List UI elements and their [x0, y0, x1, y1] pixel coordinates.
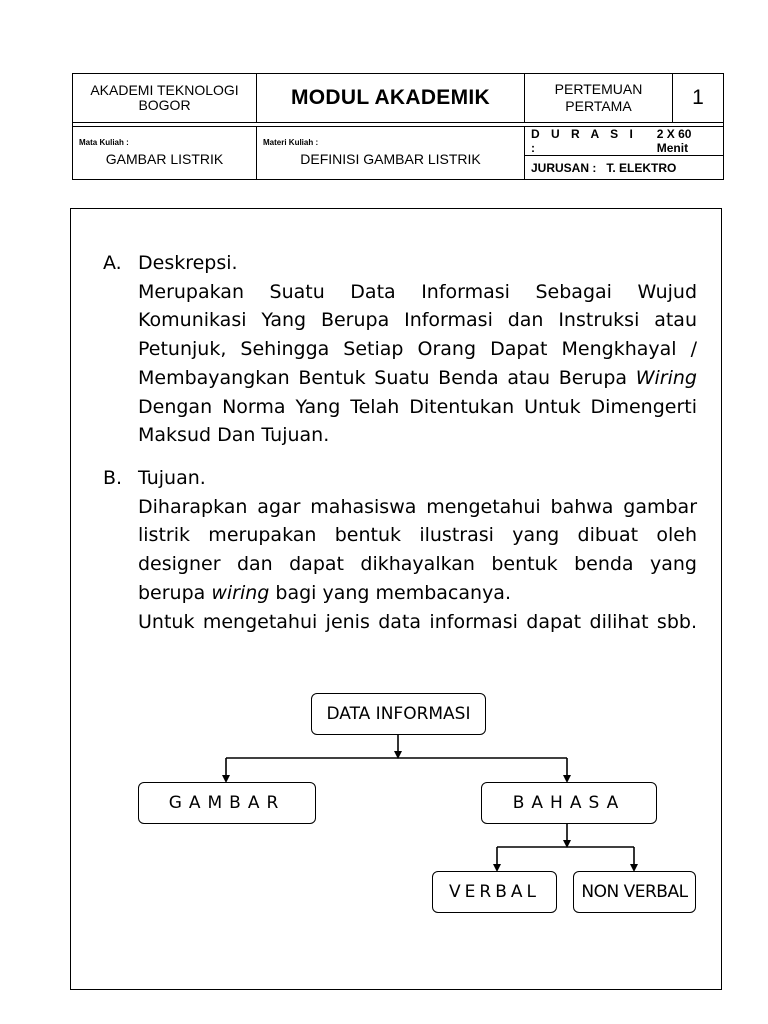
section-a-text-2: Dengan Norma Yang Telah Ditentukan Untuk Dimengerti Maksud Dan Tujuan.	[138, 395, 697, 447]
meeting-cell	[525, 74, 673, 123]
duration-row	[525, 127, 723, 155]
duration-value: 2 X 60 Menit	[656, 127, 692, 155]
section-b-text-2: bagi yang membacanya.	[269, 581, 511, 604]
course-label: Mata Kuliah :	[79, 137, 129, 147]
section-description	[103, 249, 697, 450]
section-a-letter: A.	[103, 252, 122, 274]
institution-name: AKADEMI TEKNOLOGI BOGOR	[90, 82, 239, 113]
module-title: MODUL AKADEMIK	[290, 86, 491, 109]
institution-cell	[73, 74, 257, 123]
meeting-label: PERTEMUAN PERTAMA	[554, 81, 643, 114]
section-a-italic: Wiring	[635, 366, 697, 389]
section-b-heading: Tujuan.	[138, 467, 206, 489]
department-value: T. ELEKTRO	[606, 160, 677, 175]
section-b-letter: B.	[103, 467, 123, 489]
section-b-text-1: Diharapkan agar mahasiswa mengetahui bahwa gambar listrik merupakan bentuk ilustrasi yang dibuat oleh designer dan dapat dikhayalkan bentuk benda yang berupa	[138, 495, 697, 604]
department-row	[525, 155, 723, 179]
node-non-verbal: NON VERBAL	[573, 871, 696, 913]
info-cell	[525, 127, 724, 180]
node-bahasa: BAHASA	[481, 782, 657, 824]
section-b-italic: wiring	[211, 581, 270, 604]
section-a-body	[138, 278, 697, 450]
section-a-text-1: Merupakan Suatu Data Informasi Sebagai Wujud Komunikasi Yang Berupa Informasi dan Instruksi atau Petunjuk, Sehingga Setiap Orang Dapat Mengkhayal / Membayangkan Bentuk Suatu Benda atau Berupa	[138, 280, 697, 389]
section-b-closing: Untuk mengetahui jenis data informasi dapat dilihat sbb.	[138, 610, 697, 633]
module-header-table	[72, 73, 724, 180]
title-cell	[257, 74, 525, 123]
node-data-informasi: DATA INFORMASI	[311, 693, 486, 735]
material-label: Materi Kuliah :	[263, 137, 319, 147]
course-cell	[73, 127, 257, 180]
material-value: DEFINISI GAMBAR LISTRIK	[300, 150, 481, 167]
node-verbal: VERBAL	[432, 871, 557, 913]
meeting-number-cell	[673, 74, 724, 123]
department-label: JURUSAN :	[531, 160, 597, 175]
node-gambar: GAMBAR	[138, 782, 316, 824]
section-a-heading: Deskrepsi.	[138, 252, 238, 274]
material-cell	[257, 127, 525, 180]
section-objective	[103, 464, 697, 636]
meeting-number: 1	[692, 86, 704, 109]
course-value: GAMBAR LISTRIK	[105, 150, 224, 167]
section-b-body	[138, 493, 697, 637]
duration-label: D U R A S I :	[531, 127, 637, 155]
